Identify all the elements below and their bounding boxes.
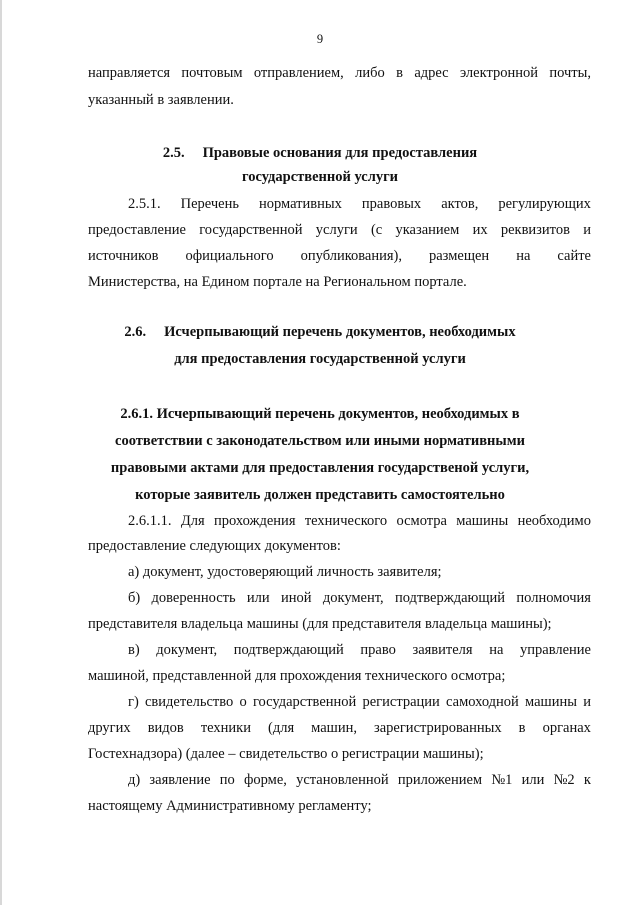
p-2-5-1-line-3: [88, 247, 591, 265]
word: размещен: [429, 248, 490, 264]
word: Для: [180, 513, 205, 529]
list-item-g-line-1: [128, 693, 591, 711]
word: самоходной: [446, 694, 519, 710]
p-2-6-1-1-line-1: [128, 512, 591, 530]
word: техники: [200, 720, 251, 736]
word: предоставление: [88, 222, 186, 238]
word: установленной: [296, 772, 389, 788]
section-2-6-1-heading-line-4: которые заявитель должен представить самостоятельно: [135, 487, 505, 503]
word: (для: [268, 720, 295, 736]
word: реквизитов: [500, 222, 570, 238]
p-2-6-1-1-line-2: предоставление следующих документов:: [88, 538, 341, 554]
list-item-b-line-2: представителя владельца машины (для представителя владельца машины);: [88, 616, 552, 632]
word: д): [128, 772, 141, 788]
section-2-5-heading: [0, 144, 640, 162]
section-2-6-1-heading-line-1: 2.6.1. Исчерпывающий перечень документов, необходимых в: [120, 406, 520, 422]
word: доверенность: [151, 590, 236, 606]
word: официального: [185, 248, 274, 264]
section-2-6-1-heading-line-3: правовыми актами для предоставления государственой услуги,: [110, 460, 530, 476]
word: документ,: [156, 642, 218, 658]
word: видов: [147, 720, 184, 736]
word: прохождения: [213, 513, 296, 529]
p-2-5-1-line-1: [128, 195, 591, 213]
word: регулирующих: [498, 196, 591, 212]
word: г): [128, 694, 139, 710]
word: №1: [491, 772, 513, 788]
word: по: [219, 772, 235, 788]
word: актов,: [441, 196, 479, 212]
word: осмотра: [396, 513, 447, 529]
word: и: [583, 222, 591, 238]
word: 2.6.1.1.: [128, 513, 172, 529]
word: других: [88, 720, 131, 736]
word: право: [360, 642, 396, 658]
word: источников: [88, 248, 159, 264]
word: или: [246, 590, 270, 606]
word: почтовым: [181, 65, 243, 81]
list-item-d-line-1: [128, 771, 591, 789]
word: подтверждающий: [394, 590, 506, 606]
word: электронной: [459, 65, 538, 81]
word: на: [516, 248, 531, 264]
list-item-v-line-2: машиной, представленной для прохождения технического осмотра;: [88, 668, 506, 684]
page-number: 9: [316, 32, 324, 46]
word: правовых: [361, 196, 422, 212]
word: указанием: [395, 222, 460, 238]
word: услуги: [315, 222, 358, 238]
word: регистрации: [362, 694, 440, 710]
section-2-6-title-line-1: Исчерпывающий перечень документов, необходимых: [164, 324, 516, 340]
list-item-g-line-3: Гостехнадзора) (далее – свидетельство о регистрации машины);: [88, 746, 484, 762]
word: или: [521, 772, 545, 788]
word: и: [583, 694, 591, 710]
word: 2.5.1.: [128, 196, 161, 212]
intro-line-1: [88, 64, 591, 82]
word: машины: [456, 513, 509, 529]
list-item-v-line-1: [128, 641, 591, 659]
section-2-6-title-line-2: для предоставления государственной услуги: [174, 351, 466, 367]
word: заявителя: [412, 642, 473, 658]
word: заявление: [149, 772, 211, 788]
section-2-5-title-line-1: Правовые основания для предоставления: [202, 145, 478, 161]
list-item-b-line-1: [128, 589, 591, 607]
word: (с: [370, 222, 383, 238]
list-item-g-line-2: [88, 719, 591, 737]
word: подтверждающий: [233, 642, 344, 658]
word: адрес: [414, 65, 449, 81]
word: нормативных: [259, 196, 342, 212]
word: управление: [520, 642, 591, 658]
scan-edge: [0, 0, 2, 905]
word: к: [583, 772, 591, 788]
list-item-a: а) документ, удостоверяющий личность заявителя;: [128, 564, 442, 580]
word: на: [489, 642, 504, 658]
word: Перечень: [180, 196, 239, 212]
word: либо: [355, 65, 385, 81]
p-2-5-1-line-2: [88, 221, 591, 239]
word: свидетельство: [145, 694, 234, 710]
word: в: [396, 65, 403, 81]
section-2-6-heading: [0, 323, 640, 341]
section-2-6-number: 2.6.: [124, 324, 147, 340]
word: б): [128, 590, 141, 606]
p-2-5-1-line-4: Министерства, на Едином портале на Региональном портале.: [88, 274, 467, 290]
word: машин,: [311, 720, 357, 736]
word: технического: [304, 513, 388, 529]
word: о: [239, 694, 247, 710]
list-item-d-line-2: настоящему Административному регламенту;: [88, 798, 372, 814]
word: государственной: [199, 222, 303, 238]
word: иной: [281, 590, 312, 606]
word: машины: [525, 694, 577, 710]
word: отправлением,: [253, 65, 344, 81]
word: №2: [553, 772, 575, 788]
word: государственной: [252, 694, 357, 710]
word: полномочия: [516, 590, 591, 606]
word: приложением: [397, 772, 483, 788]
word: их: [472, 222, 488, 238]
word: почты,: [549, 65, 591, 81]
section-2-6-1-heading-line-2: соответствии с законодательством или иными нормативными: [115, 433, 525, 449]
word: опубликования),: [300, 248, 402, 264]
word: в): [128, 642, 140, 658]
section-2-5-number: 2.5.: [162, 145, 185, 161]
word: в: [518, 720, 526, 736]
word: зарегистрированных: [374, 720, 502, 736]
word: направляется: [88, 65, 171, 81]
word: органах: [542, 720, 591, 736]
word: форме,: [243, 772, 287, 788]
intro-line-2: указанный в заявлении.: [88, 92, 234, 108]
section-2-5-title-line-2: государственной услуги: [241, 169, 399, 185]
word: документ,: [322, 590, 384, 606]
word: необходимо: [517, 513, 591, 529]
word: сайте: [557, 248, 591, 264]
